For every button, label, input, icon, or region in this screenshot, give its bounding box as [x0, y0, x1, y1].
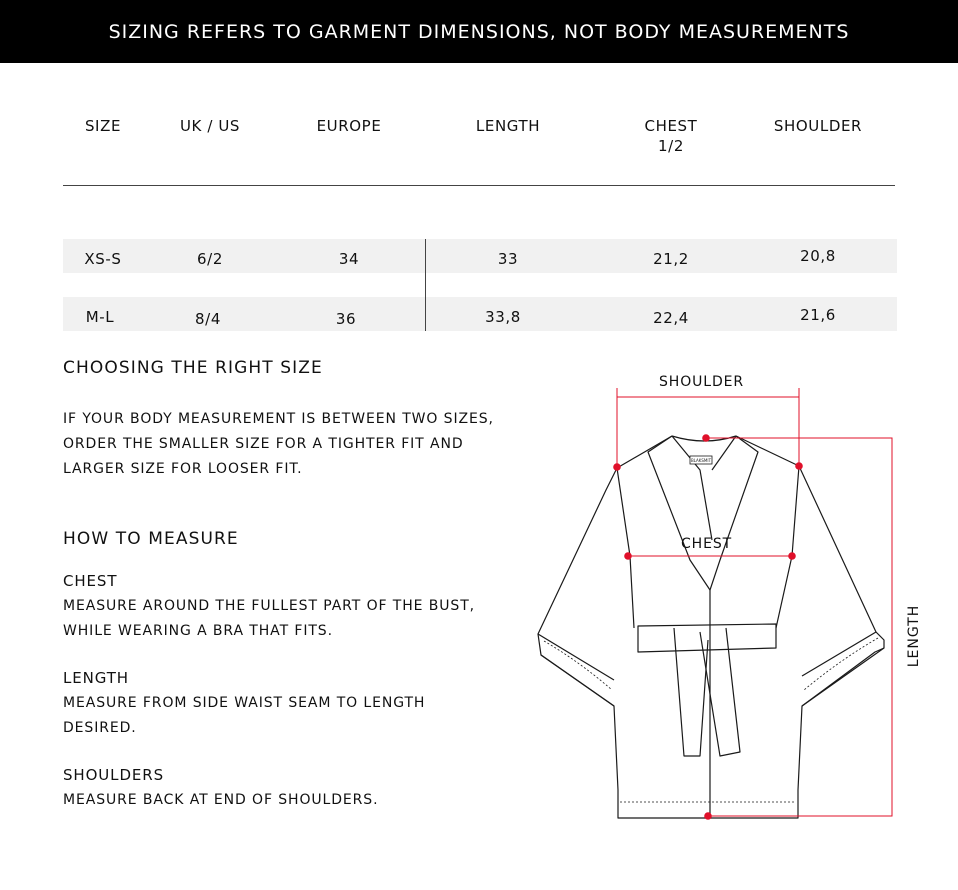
- header-divider: [63, 185, 895, 186]
- header-length: LENGTH: [475, 117, 541, 135]
- header-shoulder: SHOULDER: [773, 117, 863, 135]
- chest-title: CHEST: [63, 572, 118, 590]
- shoulder-left-point: [613, 463, 621, 471]
- cell-length: 33: [497, 250, 519, 268]
- header-europe: EUROPE: [316, 117, 382, 135]
- cell-shoulder: 20,8: [800, 247, 836, 265]
- length-title: LENGTH: [63, 669, 129, 687]
- chest-text: [63, 594, 543, 644]
- chest-diagram-label: CHEST: [681, 536, 733, 552]
- sizing-banner: [0, 0, 958, 63]
- cell-chest: 21,2: [653, 250, 689, 268]
- shoulders-text: [63, 788, 543, 813]
- shoulders-line: MEASURE BACK AT END OF SHOULDERS.: [63, 792, 379, 808]
- cell-length: 33,8: [485, 308, 521, 326]
- chest-line: WHILE WEARING A BRA THAT FITS.: [63, 623, 333, 639]
- shoulders-title: SHOULDERS: [63, 766, 165, 784]
- length-line: DESIRED.: [63, 720, 137, 736]
- table-column-divider: [425, 239, 426, 331]
- sizing-banner-text: SIZING REFERS TO GARMENT DIMENSIONS, NOT BODY MEASUREMENTS: [108, 20, 850, 43]
- header-chest: [621, 116, 721, 156]
- header-chest-sub: 1/2: [658, 137, 684, 155]
- choosing-line: IF YOUR BODY MEASUREMENT IS BETWEEN TWO SIZES,: [63, 411, 494, 427]
- neck-point: [702, 434, 710, 442]
- cell-uk-us: 6/2: [197, 250, 223, 268]
- length-diagram-label: LENGTH: [906, 604, 922, 668]
- cell-uk-us: 8/4: [195, 310, 221, 328]
- cell-europe: 36: [335, 310, 357, 328]
- cell-shoulder: 21,6: [800, 306, 836, 324]
- cell-size: M-L: [85, 308, 115, 326]
- length-text: [63, 691, 543, 741]
- choosing-line: LARGER SIZE FOR LOOSER FIT.: [63, 461, 303, 477]
- chest-line: MEASURE AROUND THE FULLEST PART OF THE BUST,: [63, 598, 476, 614]
- chest-right-point: [788, 552, 796, 560]
- how-to-measure-title: HOW TO MEASURE: [63, 529, 239, 549]
- choosing-size-text: [63, 407, 543, 482]
- cell-europe: 34: [338, 250, 360, 268]
- cell-chest: 22,4: [653, 309, 689, 327]
- header-uk-us: UK / US: [179, 117, 241, 135]
- hem-point: [704, 812, 712, 820]
- shoulder-right-point: [795, 462, 803, 470]
- measurement-lines: [617, 388, 892, 816]
- header-chest-label: CHEST: [644, 117, 698, 135]
- measurement-points: [613, 434, 803, 820]
- robe-diagram: [530, 360, 958, 830]
- shoulder-diagram-label: SHOULDER: [659, 374, 745, 390]
- cell-size: XS-S: [84, 250, 122, 268]
- robe-outline: [538, 436, 884, 818]
- chest-left-point: [624, 552, 632, 560]
- choosing-line: ORDER THE SMALLER SIZE FOR A TIGHTER FIT AND: [63, 436, 464, 452]
- garment-label-text: BLAKSMIT: [690, 458, 712, 463]
- header-size: SIZE: [84, 117, 122, 135]
- choosing-size-title: CHOOSING THE RIGHT SIZE: [63, 358, 323, 378]
- length-line: MEASURE FROM SIDE WAIST SEAM TO LENGTH: [63, 695, 426, 711]
